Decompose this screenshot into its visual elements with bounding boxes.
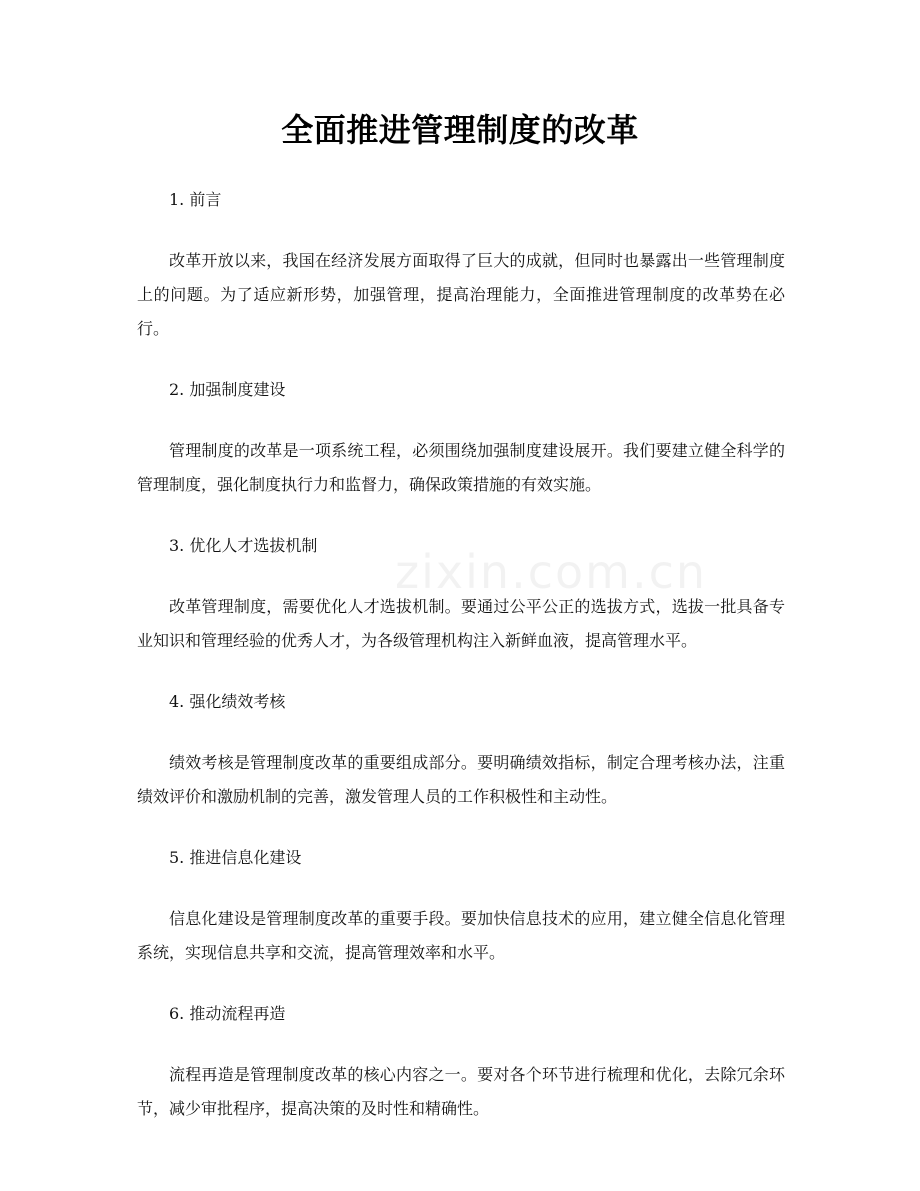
section-heading: 4. 强化绩效考核 xyxy=(169,692,286,711)
section xyxy=(137,997,785,1126)
watermark: zixin.com.cn xyxy=(395,545,708,599)
section-heading: 3. 优化人才选拔机制 xyxy=(169,536,318,555)
section-paragraph: 改革开放以来，我国在经济发展方面取得了巨大的成就，但同时也暴露出一些管理制度上的问题。为了适应新形势，加强管理，提高治理能力，全面推进管理制度的改革势在必行。 xyxy=(137,251,785,338)
section xyxy=(137,529,785,685)
section xyxy=(137,685,785,841)
section-heading: 5. 推进信息化建设 xyxy=(169,848,302,867)
document-body xyxy=(137,183,785,1126)
section-heading: 1. 前言 xyxy=(169,190,222,209)
section xyxy=(137,841,785,997)
section xyxy=(137,183,785,373)
section-paragraph: 绩效考核是管理制度改革的重要组成部分。要明确绩效指标，制定合理考核办法，注重绩效评价和激励机制的完善，激发管理人员的工作积极性和主动性。 xyxy=(137,753,785,806)
section-paragraph: 流程再造是管理制度改革的核心内容之一。要对各个环节进行梳理和优化，去除冗余环节，减少审批程序，提高决策的及时性和精确性。 xyxy=(137,1065,785,1118)
section-heading: 2. 加强制度建设 xyxy=(169,380,286,399)
document-title: 全面推进管理制度的改革 xyxy=(281,111,639,149)
section xyxy=(137,373,785,529)
section-heading: 6. 推动流程再造 xyxy=(169,1004,286,1023)
section-paragraph: 信息化建设是管理制度改革的重要手段。要加快信息技术的应用，建立健全信息化管理系统，实现信息共享和交流，提高管理效率和水平。 xyxy=(137,909,785,962)
section-paragraph: 管理制度的改革是一项系统工程，必须围绕加强制度建设展开。我们要建立健全科学的管理制度，强化制度执行力和监督力，确保政策措施的有效实施。 xyxy=(137,441,785,494)
section-paragraph: 改革管理制度，需要优化人才选拔机制。要通过公平公正的选拔方式，选拔一批具备专业知识和管理经验的优秀人才，为各级管理机构注入新鲜血液，提高管理水平。 xyxy=(137,597,785,650)
